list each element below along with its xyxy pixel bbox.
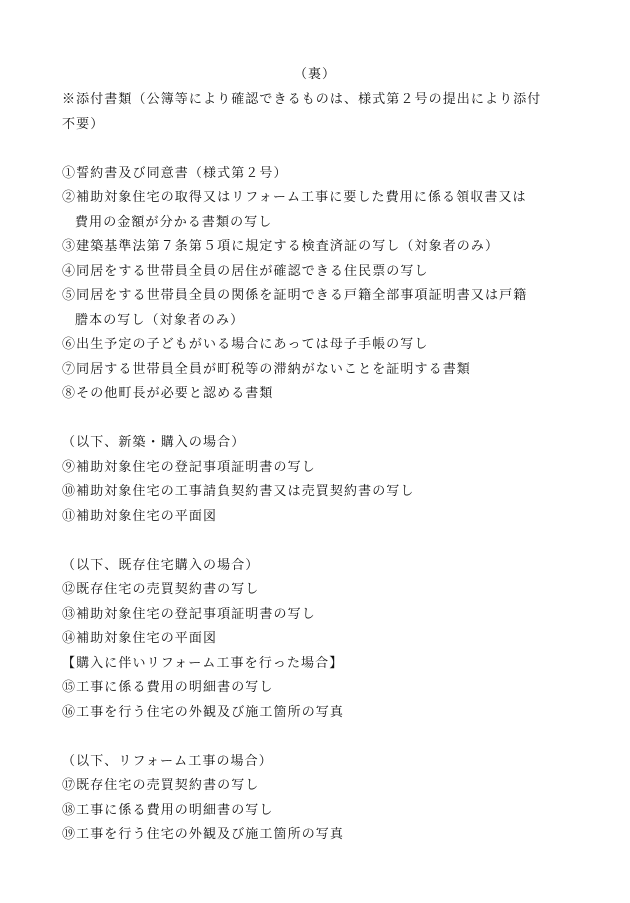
attachment-note-line: 不要）: [62, 116, 105, 132]
list-item: ⑭補助対象住宅の平面図: [62, 631, 218, 646]
list-item: ⑧その他町長が必要と認める書類: [62, 386, 274, 401]
list-item: ⑬補助対象住宅の登記事項証明書の写し: [62, 606, 316, 622]
list-item: ⑰既存住宅の売買契約書の写し: [62, 778, 260, 793]
list-item-continuation: 謄本の写し（対象者のみ）: [75, 312, 245, 328]
section-heading-new-build: （以下、新築・購入の場合）: [62, 435, 246, 450]
list-item: ⑲工事を行う住宅の外観及び施工箇所の写真: [62, 827, 345, 842]
list-item: ⑯工事を行う住宅の外観及び施工箇所の写真: [62, 704, 345, 720]
list-item: ⑮工事に係る費用の明細書の写し: [62, 680, 274, 695]
list-item: ③建築基準法第７条第５項に規定する検査済証の写し（対象者のみ）: [62, 239, 500, 254]
list-item: ⑦同居する世帯員全員が町税等の滞納がないことを証明する書類: [62, 361, 471, 377]
spacer: [62, 529, 582, 554]
attachment-note-line: ※添付書類（公簿等により確認できるものは、様式第２号の提出により添付: [62, 92, 542, 107]
section-heading-reform: （以下、リフォーム工事の場合）: [62, 753, 273, 769]
section-heading-existing-purchase: （以下、既存住宅購入の場合）: [62, 557, 260, 573]
list-item: ⑥出生予定の子どもがいる場合にあっては母子手帳の写し: [62, 337, 429, 352]
list-item: ⑤同居をする世帯員全員の関係を証明できる戸籍全部事項証明書又は戸籍: [62, 288, 528, 303]
list-item: ⑫既存住宅の売買契約書の写し: [62, 582, 260, 597]
page-side-label: （裏）: [293, 67, 336, 82]
spacer: [62, 407, 582, 432]
list-item: ⑨補助対象住宅の登記事項証明書の写し: [62, 459, 316, 475]
list-item: ⑪補助対象住宅の平面図: [62, 508, 218, 524]
list-item: ⑩補助対象住宅の工事請負契約書又は売買契約書の写し: [62, 484, 415, 499]
list-item: ⑱工事に係る費用の明細書の写し: [62, 802, 274, 818]
attachment-list: [62, 88, 582, 848]
sub-heading-reform-with-purchase: 【購入に伴いリフォーム工事を行った場合】: [62, 655, 344, 671]
spacer: [62, 137, 582, 162]
list-item: ①誓約書及び同意書（様式第２号）: [62, 165, 288, 181]
spacer: [62, 725, 582, 750]
list-item: ④同居をする世帯員全員の居住が確認できる住民票の写し: [62, 263, 429, 279]
list-item-continuation: 費用の金額が分かる書類の写し: [75, 214, 273, 230]
list-item: ②補助対象住宅の取得又はリフォーム工事に要した費用に係る領収書又は: [62, 190, 527, 205]
